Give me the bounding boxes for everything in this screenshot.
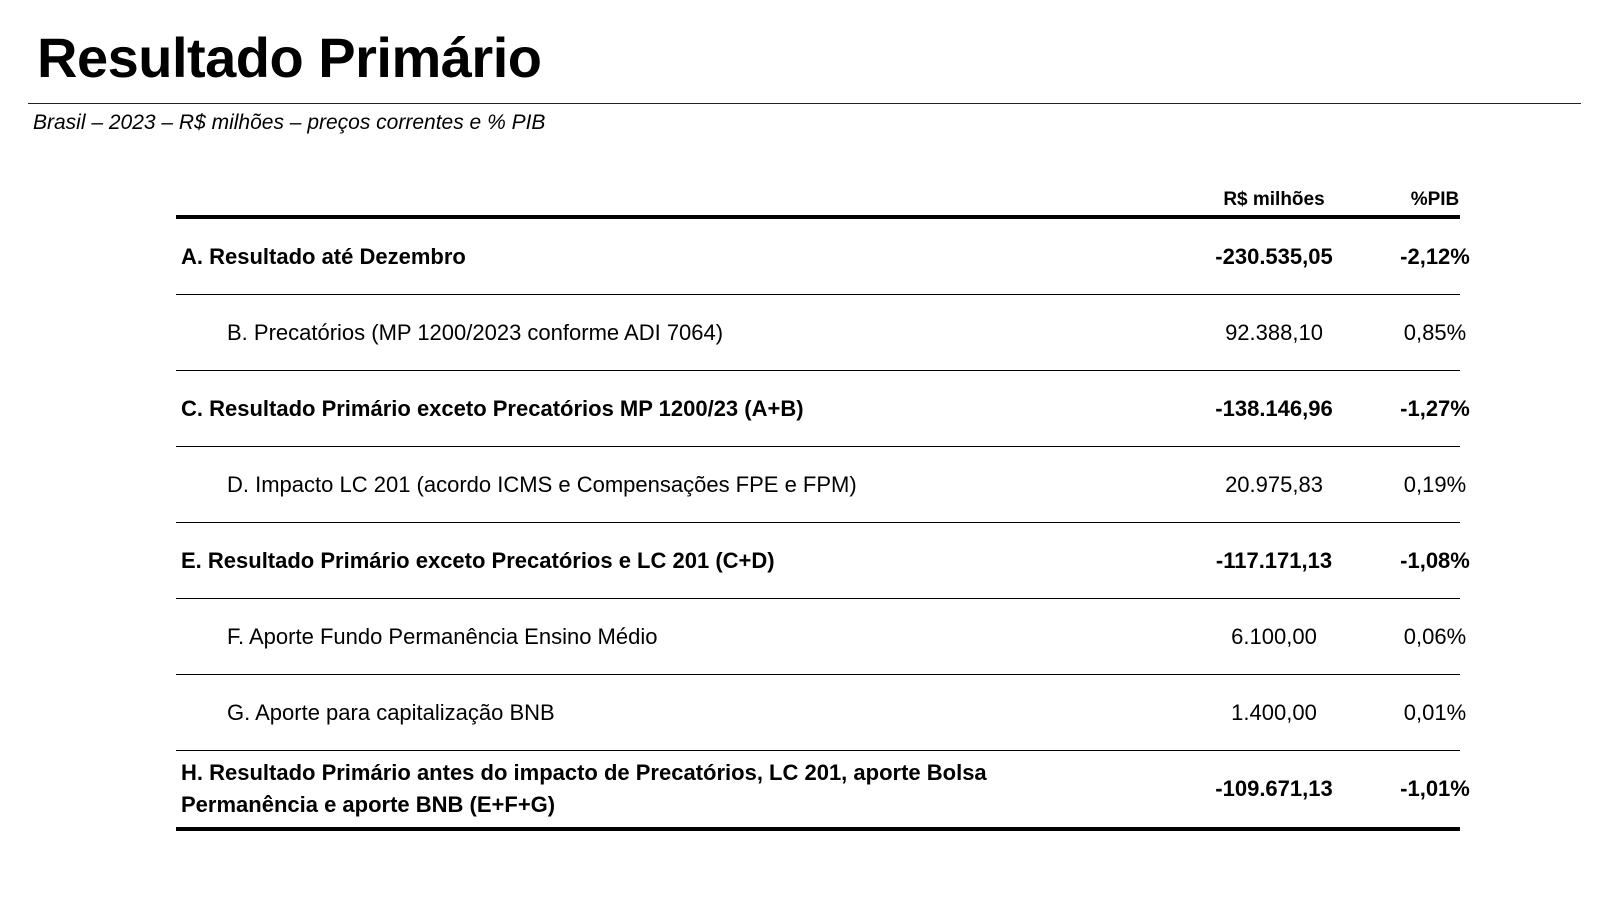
row-label: F. Aporte Fundo Permanência Ensino Médio (227, 623, 658, 649)
row-label: H. Resultado Primário antes do impacto de Precatórios, LC 201, aporte Bolsa Permanência e aporte BNB (E+F+G) (181, 760, 987, 817)
row-pct: 0,06% (1403, 623, 1467, 649)
row-value: -230.535,05 (1215, 243, 1333, 269)
row-pct: 0,85% (1403, 319, 1467, 345)
table-row-total (176, 751, 1470, 831)
column-header-pct: %PIB (1410, 189, 1460, 210)
table-row (176, 675, 1467, 751)
row-pct: 0,19% (1403, 471, 1467, 497)
table-row (176, 295, 1467, 371)
page-subtitle: Brasil – 2023 – R$ milhões – preços correntes e % PIB (33, 111, 546, 134)
row-value: -109.671,13 (1215, 776, 1333, 801)
table-row (176, 371, 1470, 447)
row-value: -138.146,96 (1215, 395, 1333, 421)
table-row (176, 599, 1467, 675)
row-value: 1.400,00 (1231, 699, 1317, 725)
row-pct: -1,27% (1400, 395, 1470, 421)
table-row (176, 523, 1470, 599)
row-label: B. Precatórios (MP 1200/2023 conforme ADI 7064) (227, 319, 724, 345)
column-header-value: R$ milhões (1223, 189, 1325, 210)
row-label: G. Aporte para capitalização BNB (227, 699, 555, 725)
table-row (176, 219, 1470, 295)
row-label: D. Impacto LC 201 (acordo ICMS e Compensações FPE e FPM) (227, 471, 857, 497)
row-value: 92.388,10 (1225, 319, 1323, 345)
row-value: 20.975,83 (1225, 471, 1323, 497)
table-row (176, 447, 1467, 523)
results-table (176, 180, 1470, 831)
page-title: Resultado Primário (37, 26, 542, 89)
row-label: A. Resultado até Dezembro (181, 243, 466, 269)
row-pct: -1,01% (1400, 776, 1470, 801)
row-pct: -1,08% (1400, 547, 1470, 573)
row-value: 6.100,00 (1231, 623, 1317, 649)
row-label: E. Resultado Primário exceto Precatórios e LC 201 (C+D) (181, 547, 775, 573)
row-value: -117.171,13 (1215, 547, 1333, 573)
row-label: C. Resultado Primário exceto Precatórios MP 1200/23 (A+B) (181, 395, 804, 421)
row-pct: 0,01% (1403, 699, 1467, 725)
table-header (176, 180, 1460, 219)
title-divider (28, 103, 1581, 104)
row-pct: -2,12% (1400, 243, 1470, 269)
